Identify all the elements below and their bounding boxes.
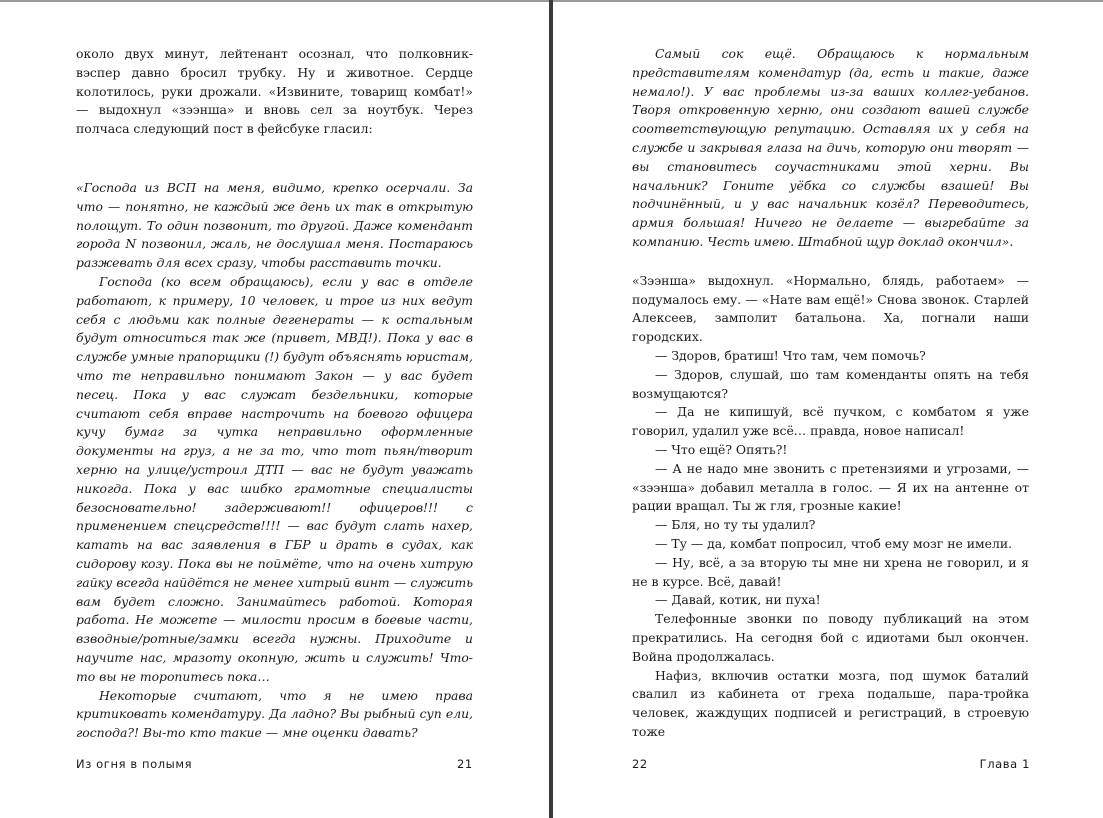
quote-paragraph: Самый сок ещё. Обращаюсь к нормальным представителям комендатур (да, есть и такие, даже немало!). У вас проблемы из-за ваших коллег-уебанов. Творя откровенную херню, они создают вашей службе соответствующую репутацию. Оставляя их у себя на службе и закрывая глаза на дичь, которую они творят — вы становитесь соучастниками этой херни. Вы начальник? Гоните уёбка со службы взашей! Вы подчинённый, и у вас начальник козёл? Переводитесь, армия большая! Ничего не делаете — выгребайте за компанию. Честь имею. Штабной щур доклад окончил». xyxy=(632,46,1029,249)
running-title: Глава 1 xyxy=(979,757,1030,771)
paragraph: Телефонные звонки по поводу публикаций на этом прекратились. На сегодня бой с идиотами был окончен. Война продолжалась. xyxy=(632,611,1029,664)
page-number: 21 xyxy=(457,757,473,771)
left-page xyxy=(0,0,549,818)
dialogue-line: — Ту — да, комбат попросил, чтоб ему мозг не имели. xyxy=(655,535,1013,551)
dialogue-line: — Ну, всё, а за вторую ты мне ни хрена не говорил, и я не в курсе. Всё, давай! xyxy=(632,554,1029,589)
left-page-text xyxy=(76,45,473,743)
dialogue-line: — Здоров, слушай, шо там коменданты опять на тебя возмущаются? xyxy=(632,366,1029,401)
dialogue-line: — Здоров, братиш! Что там, чем помочь? xyxy=(655,347,926,363)
running-title: Из огня в полымя xyxy=(76,757,193,771)
section-gap xyxy=(76,139,473,159)
quote-paragraph: «Господа из ВСП на меня, видимо, крепко осерчали. За что — понятно, не каждый же день их так в открытую полощут. То один позвонит, то другой. Даже комендант города N позвонил, жаль, не дослушал меня. Постараюсь разжевать для всех сразу, чтобы расставить точки. xyxy=(76,179,473,271)
right-page-text xyxy=(632,45,1029,742)
page-number: 22 xyxy=(632,757,648,771)
dialogue-line: — Давай, котик, ни пуха! xyxy=(655,592,821,608)
dialogue-line: — Да не кипишуй, всё пучком, с комбатом я уже говорил, удалил уже всё… правда, новое написал! xyxy=(632,404,1029,439)
right-page xyxy=(553,0,1103,818)
dialogue-line: — А не надо мне звонить с претензиями и угрозами, — «зээнша» добавил металла в голос. — Я их на антенне от рации вращал. Ты ж гля, грозные какие! xyxy=(632,460,1029,514)
paragraph: «Зээнша» выдохнул. «Нормально, блядь, работаем» — подумалось ему. — «Нате вам ещё!» Снова звонок. Старлей Алексеев, замполит батальона. Ха, погнали наши городских. xyxy=(632,272,1029,345)
paragraph: около двух минут, лейтенант осознал, что полковник-вэспер давно бросил трубку. Ну и животное. Сердце колотилось, руки дрожали. «Извините, товарищ комбат!» — выдохнул «зээнша» и вновь сел за ноутбук. Через полчаса следующий пост в фейсбуке гласил: xyxy=(76,46,473,137)
quote-paragraph: Господа (ко всем обращаюсь), если у вас в отделе работают, к примеру, 10 человек, и трое из них ведут себя с людьми как полные дегенераты — к остальным будут относиться так же (привет, МВД!). Пока у вас в службе умные прапорщики (!) будут объяснять юристам, что те неправильно понимают Закон — у вас будет песец. Пока у вас служат бездельники, которые считают себя вправе настрочить на боевого офицера кучу бумаг за чутка неправильно оформленные документы на груз, а не за то, что тот пьян/творит херню на улице/устроил ДТП — вас не будут уважать никогда. Пока у вас шибко грамотные специалисты безосновательно! задерживают!! офицеров!!! с применением спецсредств!!!! — вас будут слать нахер, катать на вас заявления в ГБР и драть в судах, как сидорову козу. Пока вы не поймёте, что на очень хитрую гайку всегда найдётся не менее хитрый винт — служить вам будет сложно. Занимайтесь работой. Которая работа. Не можете — милости просим в боевые части, взводные/ротные/замки всегда нужны. Приходите и научите нас, мразоту окопную, жить и служить! Что-то вы не торопитесь пока… xyxy=(76,273,473,684)
section-gap xyxy=(632,252,1029,272)
paragraph: Нафиз, включив остатки мозга, под шумок баталий свалил из кабинета от греха подальше, пара-тройка человек, жаждущих подписей и регистраций, в строевую тоже xyxy=(632,667,1029,739)
section-gap xyxy=(76,159,473,179)
dialogue-line: — Бля, но ту ты удалил? xyxy=(655,517,816,533)
dialogue-line: — Что ещё? Опять?! xyxy=(655,441,788,457)
quote-paragraph: Некоторые считают, что я не имею права критиковать комендатуру. Да ладно? Вы рыбный суп ели, господа?! Вы-то кто такие — мне оценки давать? xyxy=(76,687,473,741)
